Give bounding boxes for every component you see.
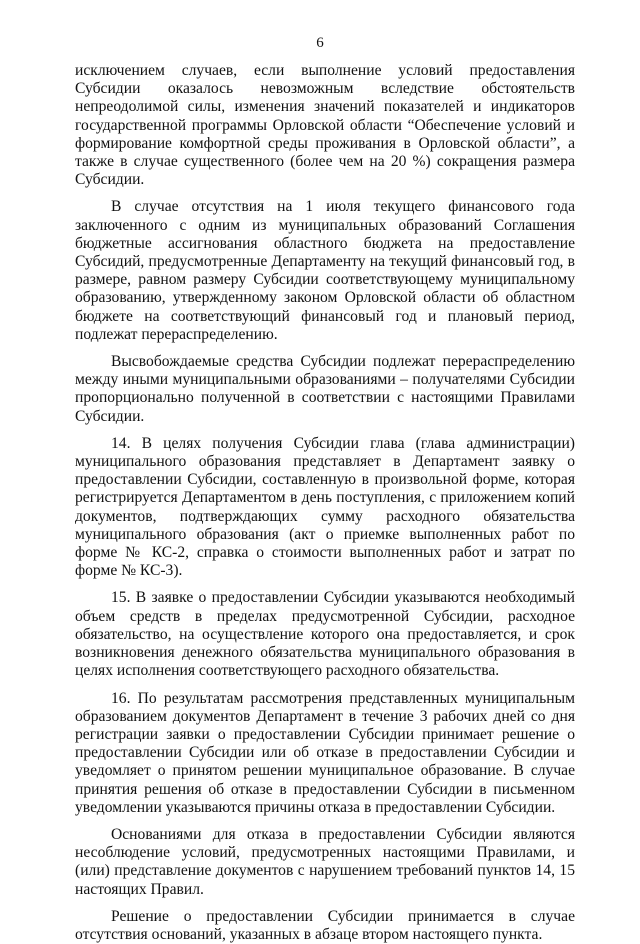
paragraph-july-deadline: В случае отсутствия на 1 июля текущего финансового года заключенного с одним из муниципальных образований Соглашения бюджетные ассигнования областного бюджета на предоставление Субсидий, предусмотренные Департаменту на текущий финансовый год, в размере, равном размеру Субсидии соответствующему муниципальному образованию, утвержденному законом Орловской области об областном бюджете на соответствующий финансовый год и плановый период, подлежат перераспределению. bbox=[75, 198, 575, 343]
paragraph-released-funds: Высвобождаемые средства Субсидии подлежат перераспределению между иными муниципальными образованиями – получателями Субсидии пропорционально полученной в соответствии с настоящими Правилами Субсидии. bbox=[75, 353, 575, 425]
paragraph-item-15: 15. В заявке о предоставлении Субсидии указываются необходимый объем средств в пределах предусмотренной Субсидии, расходное обязательство, на осуществление которого она предоставляется, и срок возникновения денежного обязательства муниципального образования в целях исполнения соответствующего расходного обязательства. bbox=[75, 589, 575, 680]
page-number: 6 bbox=[316, 35, 324, 51]
paragraph-decision: Решение о предоставлении Субсидии принимается в случае отсутствия оснований, указанных в абзаце втором настоящего пункта. bbox=[75, 907, 575, 943]
paragraph-item-14: 14. В целях получения Субсидии глава (глава администрации) муниципального образования представляет в Департамент заявку о предоставлении Субсидии, составленную в произвольной форме, которая регистрируется Департаментом в день поступления, с приложением копий документов, подтверждающих сумму расходного обязательства муниципального образования (акт о приемке выполненных работ по форме № КС-2, справка о стоимости выполненных работ и затрат по форме № КС-3). bbox=[75, 434, 575, 580]
paragraph-continuation: исключением случаев, если выполнение условий предоставления Субсидии оказалось невозможным вследствие обстоятельств непреодолимой силы, изменения значений показателей и индикаторов государственной программы Орловской области “Обеспечение условий и формирование комфортной среды проживания в Орловской области”, а также в случае существенного (более чем на 20 %) сокращения размера Субсидии. bbox=[75, 62, 575, 189]
paragraph-refusal-grounds: Основаниями для отказа в предоставлении Субсидии являются несоблюдение условий, предусмотренных настоящими Правилами, и (или) представление документов с нарушением требований пунктов 14, 15 настоящих Правил. bbox=[75, 825, 575, 898]
document-body bbox=[75, 62, 575, 944]
paragraph-item-16: 16. По результатам рассмотрения представленных муниципальным образованием документов Департамент в течение 3 рабочих дней со дня регистрации заявки о предоставлении Субсидии принимает решение о предоставлении Субсидии или об отказе в предоставлении Субсидии и уведомляет о принятом решении муниципальное образование. В случае принятия решения об отказе в предоставлении Субсидии в письменном уведомлении указываются причины отказа в предоставлении Субсидии. bbox=[75, 689, 575, 816]
